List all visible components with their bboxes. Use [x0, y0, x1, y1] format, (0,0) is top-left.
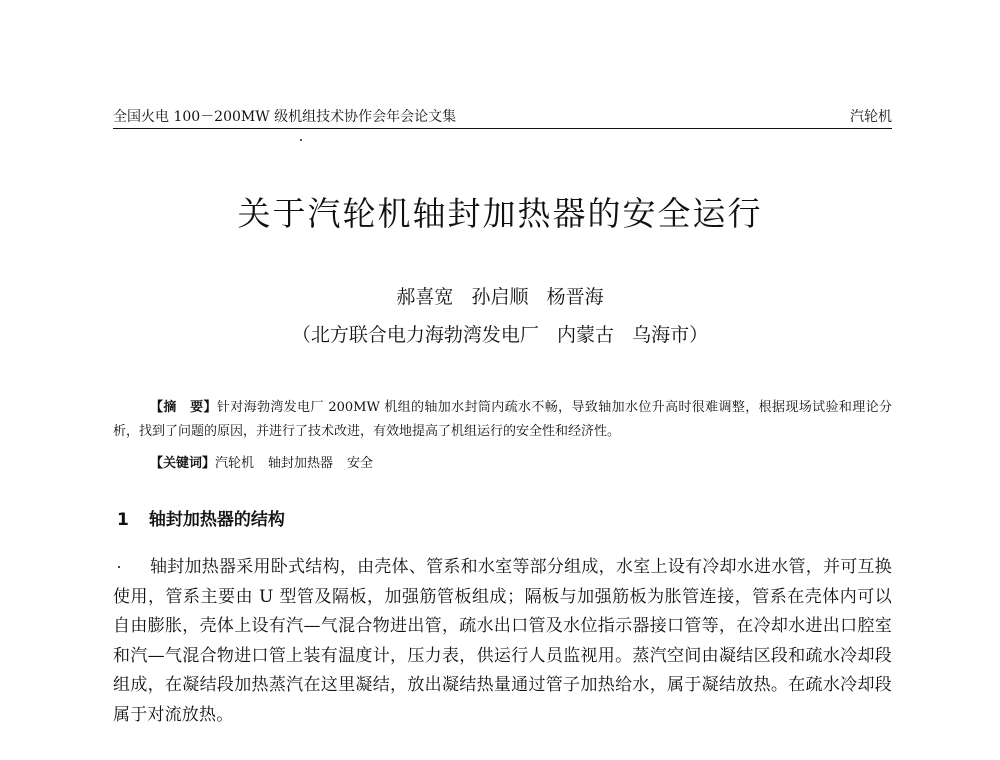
- section-title: 轴封加热器的结构: [148, 510, 285, 530]
- keyword-item: 汽轮机: [215, 456, 255, 471]
- scan-speck: [300, 139, 302, 141]
- author-list: 郝喜宽 孙启顺 杨晋海: [396, 286, 604, 308]
- keyword-item: 轴封加热器: [268, 456, 334, 471]
- section-number: 1: [117, 510, 129, 530]
- paper-title: 关于汽轮机轴封加热器的安全运行: [237, 194, 763, 233]
- running-header-left: 全国火电 100－200MW 级机组技术协作会年会论文集: [113, 109, 457, 125]
- keywords-label: 【关键词】: [150, 456, 216, 471]
- keywords: [150, 452, 387, 471]
- keyword-item: 安全: [347, 456, 374, 471]
- author-affiliation: （北方联合电力海勃湾发电厂 内蒙古 乌海市）: [291, 324, 709, 346]
- body-paragraph: 轴封加热器采用卧式结构，由壳体、管系和水室等部分组成，水室上设有冷却水进水管，并可互换使用，管系主要由 U 型管及隔板，加强筋管板组成；隔板与加强筋板为胀管连接，管系在壳体内可以自由膨胀，壳体上设有汽—气混合物进出管，疏水出口管及水位指示器接口管等，在冷却水进出口腔室和汽—气混合物进口管上装有温度计，压力表，供运行人员监视用。蒸汽空间由凝结区段和疏水冷却段组成，在凝结段加热蒸汽在这里凝结，放出凝结热量通过管子加热给水，属于凝结放热。在疏水冷却段属于对流放热。: [113, 557, 892, 725]
- running-header: [113, 104, 892, 129]
- abstract-text: 针对海勃湾发电厂 200MW 机组的轴加水封筒内疏水不畅，导致轴加水位升高时很难调整，根据现场试验和理论分析，找到了问题的原因，并进行了技术改进，有效地提高了机组运行的安全性和经济性。: [113, 400, 892, 439]
- section-heading: [117, 505, 285, 530]
- abstract-label: 【摘 要】: [150, 400, 217, 415]
- running-header-right: 汽轮机: [850, 109, 892, 125]
- abstract: [113, 396, 892, 444]
